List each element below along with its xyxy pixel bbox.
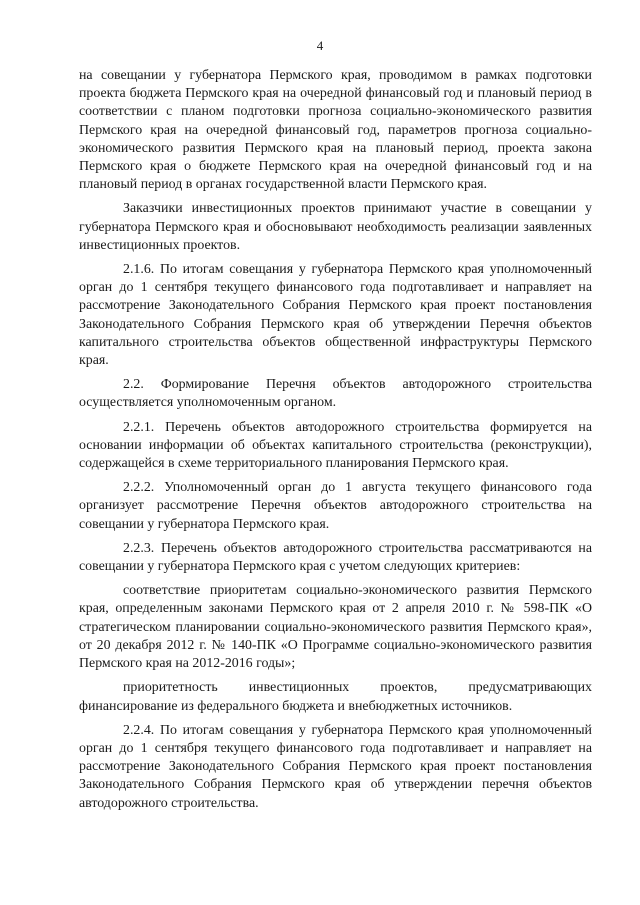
paragraph: 2.2.4. По итогам совещания у губернатора Пермского края уполномоченный орган до 1 сентября текущего финансового года подготавливает и направляет на рассмотрение Законодательного Собрания Пермского края проект постановления Законодательного Собрания Пермского края об утверждении перечня объектов автодорожного строительства. bbox=[79, 722, 592, 811]
paragraph: Заказчики инвестиционных проектов принимают участие в совещании у губернатора Пермского края и обосновывают необходимость реализации заявленных инвестиционных проектов. bbox=[79, 201, 592, 253]
paragraph: 2.2.2. Уполномоченный орган до 1 августа текущего финансового года организует рассмотрение Перечня объектов автодорожного строительства на совещании у губернатора Пермского края. bbox=[79, 480, 592, 532]
page-number: 4 bbox=[316, 38, 324, 53]
paragraph: 2.2.1. Перечень объектов автодорожного строительства формируется на основании информации об объектах капитального строительства (реконструкции), содержащейся в схеме территориального планирования Пермского края. bbox=[79, 419, 592, 472]
paragraph: 2.2.3. Перечень объектов автодорожного строительства рассматриваются на совещании у губернатора Пермского края с учетом следующих критериев: bbox=[79, 540, 592, 575]
paragraph: 2.1.6. По итогам совещания у губернатора Пермского края уполномоченный орган до 1 сентября текущего финансового года подготавливает и направляет на рассмотрение Законодательного Собрания Пермского края проект постановления Законодательного Собрания Пермского края об утверждении Перечня объектов капитального строительства объектов общественной инфраструктуры Пермского края. bbox=[79, 262, 592, 369]
paragraph: приоритетность инвестиционных проектов, предусматривающих финансирование из федерального бюджета и внебюджетных источников. bbox=[79, 680, 592, 714]
document-body bbox=[79, 67, 592, 813]
paragraph: соответствие приоритетам социально-экономического развития Пермского края, определенным законами Пермского края от 2 апреля 2010 г. № 598-ПК «О стратегическом планировании социально-экономического развития Пермского края», от 20 декабря 2012 г. № 140-ПК «О Программе социально-экономического развития Пермского края на 2012-2016 годы»; bbox=[79, 583, 592, 672]
paragraph: на совещании у губернатора Пермского края, проводимом в рамках подготовки проекта бюджета Пермского края на очередной финансовый год и плановый период в соответствии с планом подготовки прогноза социально-экономического развития Пермского края на очередной финансовый год, параметров прогноза социально-экономического развития Пермского края на плановый период, проекта закона Пермского края о бюджете Пермского края на очередной финансовый год и на плановый период в органах государственной власти Пермского края. bbox=[79, 68, 592, 193]
paragraph: 2.2. Формирование Перечня объектов автодорожного строительства осуществляется уполномоченным органом. bbox=[79, 377, 592, 411]
